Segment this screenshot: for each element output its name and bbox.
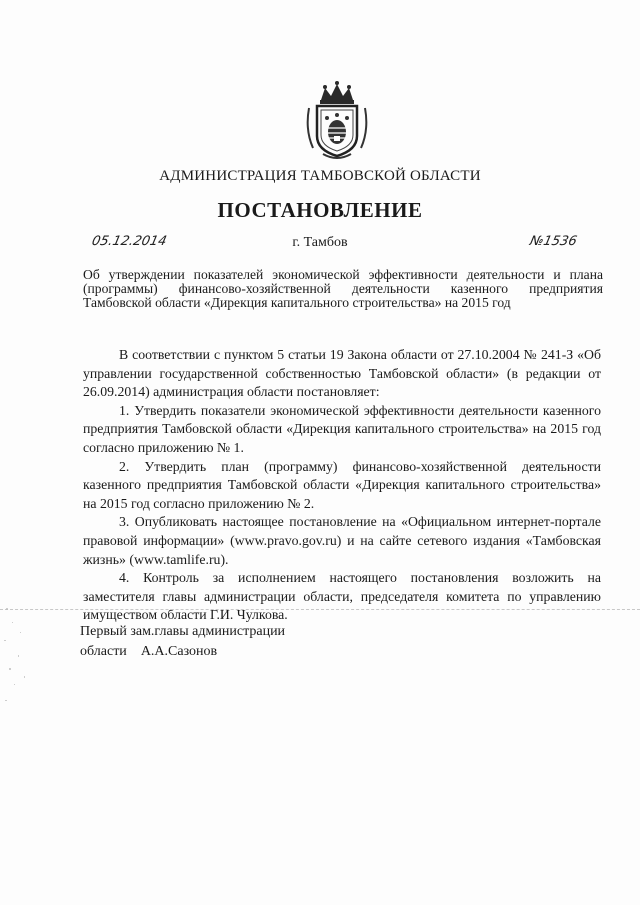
signatory-position-region: области [80,644,127,659]
agency-name: АДМИНИСТРАЦИЯ ТАМБОВСКОЙ ОБЛАСТИ [159,168,481,184]
signatory-name: А.А.Сазонов [140,644,218,659]
signatory-position-line1: Первый зам.главы администрации [80,624,286,639]
signature-block [80,622,285,662]
body-item-3: 3. Опубликовать настоящее постановление на «Официальном интернет-портале правовой информации» (www.pravo.gov.ru) и на сайте сетевого издания «Тамбовская жизнь» (www.tamlife.ru). [83,514,601,567]
body-item-4: 4. Контроль за исполнением настоящего постановления возложить на заместителя главы администрации области, председателя комитета по управлению имуществом области Г.И. Чулкова. [83,570,601,623]
scan-speckle [24,676,25,678]
scan-speckle [12,622,13,623]
signatory-position-line2 [80,642,285,662]
scan-speckle [14,684,15,685]
document-date: 05.12.2014 [90,234,169,249]
document-number: №1536 [528,234,579,249]
body-item-1: 1. Утвердить показатели экономической эффективности деятельности казенного предприятия Тамбовской области «Дирекция капитального строительства» на 2015 год согласно приложению № 1. [83,402,601,455]
document-city: г. Тамбов [292,235,348,250]
scan-speckle [18,655,19,657]
document-body [83,346,601,625]
document-subject: Об утверждении показателей экономической эффективности деятельности и плана (программы) финансово-хозяйственной деятельности казенного предприятия Тамбовской области «Дирекция капитального строительства» на 2015 год [83,267,603,310]
scan-speckle [5,700,7,701]
scan-speckle [4,640,6,641]
scan-speckle [9,668,11,670]
scan-artifact-line [0,609,640,610]
scan-speckle [20,632,21,633]
body-item-2: 2. Утвердить план (программу) финансово-хозяйственной деятельности казенного предприятия Тамбовской области «Дирекция капитального строительства» на 2015 год согласно приложению № 2. [83,458,601,511]
document-type-title: ПОСТАНОВЛЕНИЕ [217,198,423,222]
body-intro: В соответствии с пунктом 5 статьи 19 Закона области от 27.10.2004 № 241-З «Об управлении государственной собственностью Тамбовской области» (в редакции от 26.09.2014) администрация области постановляет: [83,347,601,400]
coat-of-arms-icon [303,80,371,160]
scan-speckle [6,608,8,610]
